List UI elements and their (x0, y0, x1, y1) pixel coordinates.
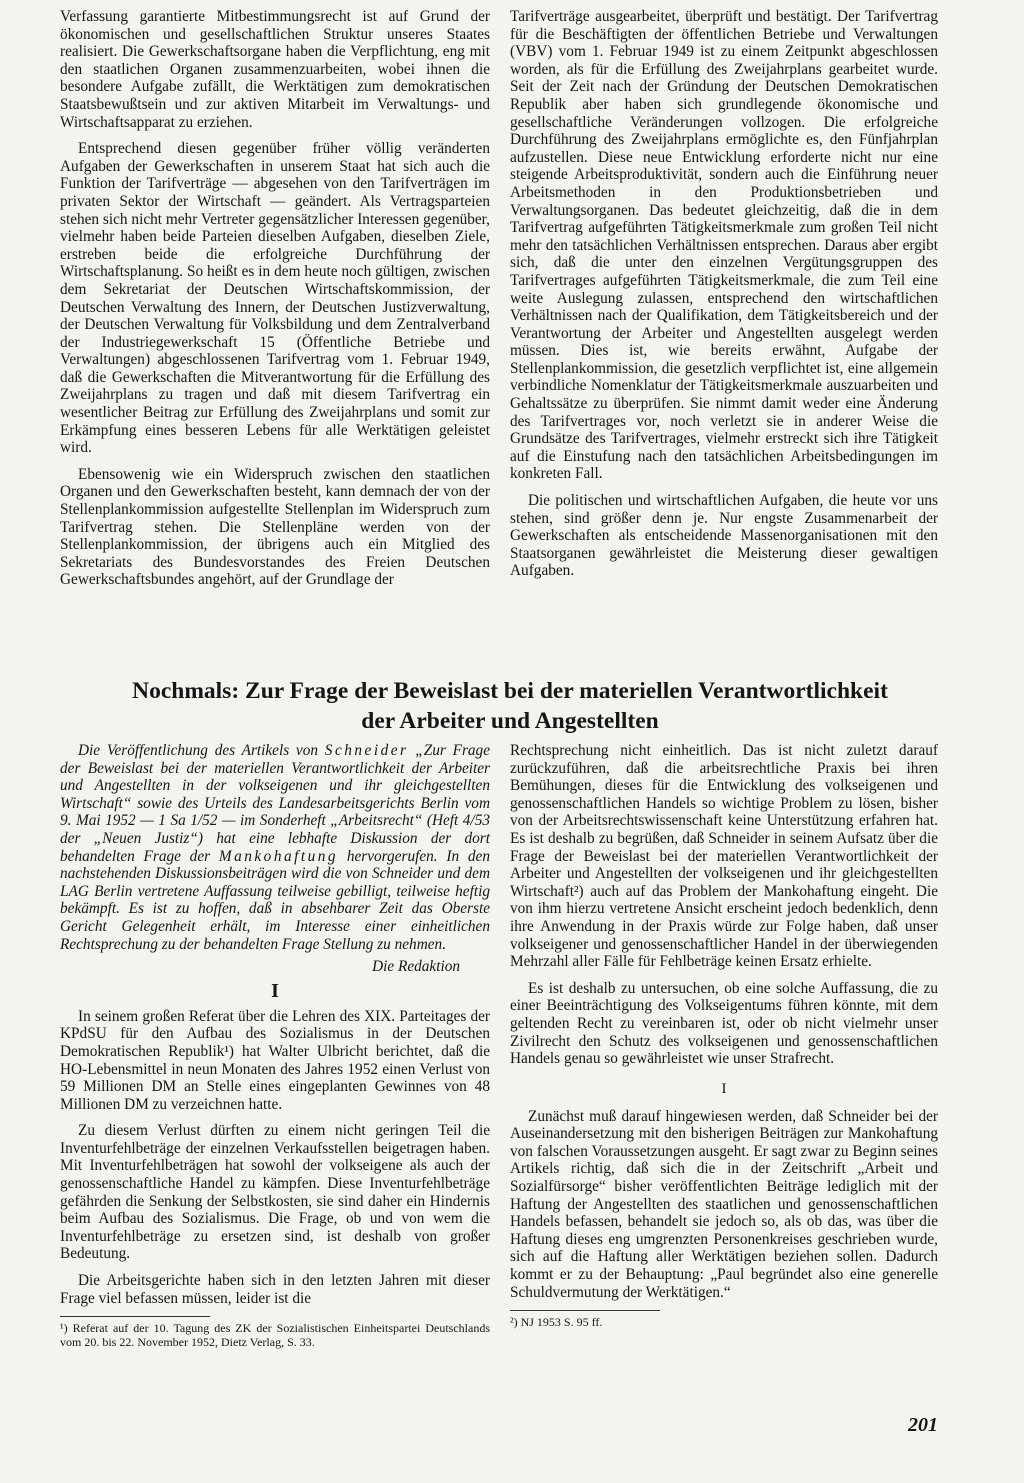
paragraph: Ebensowenig wie ein Widerspruch zwischen den staatlichen Organen und den Gewerkschaften besteht, kann demnach der von der Stellenplankommission aufgestellte Stellenplan im Widerspruch zum Tarifvertrag stehen. Die Stellenpläne werden von der Stellenplankommission, der übrigens auch ein Mitglied des Sekretariats des Bundesvorstandes des Freien Deutschen Gewerkschaftsbundes angehört, auf der Grundlage der (60, 465, 490, 589)
footnote: ²) NJ 1953 S. 95 ff. (510, 1315, 603, 1330)
article-headline (40, 676, 980, 736)
intro-text: hervorgerufen. In den nachstehenden Diskussionsbeiträgen wird die von Schneider und dem LAG Berlin vertretene Auffassung teilweise gebilligt, teilweise heftig bekämpft. Es ist zu hoffen, daß in absehbarer Zeit das Oberste Gericht Gelegenheit erhält, im Interesse einer einheitlichen Rechtsprechung zu der behandelten Frage Stellung zu nehmen. (60, 847, 490, 953)
column-top-left (60, 8, 490, 598)
editorial-intro (60, 742, 490, 976)
column-bottom-right (510, 742, 938, 1333)
paragraph: Verfassung garantierte Mitbestimmungsrecht ist auf Grund der ökonomischen und gesellschaftlichen Struktur unseres Staates realisiert. Die Gewerkschaftsorgane haben die Verpflichtung, eng mit den staatlichen Organen zusammenzuarbeiten, wobei ihnen die besondere Aufgabe zufällt, die Werktätigen zum demokratischen Staatsbewußtsein und zur aktiven Mitarbeit im Verwaltungs- und Wirtschaftsapparat zu erziehen. (60, 8, 490, 131)
paragraph: Die politischen und wirtschaftlichen Aufgaben, die heute vor uns stehen, sind größer denn je. Nur engste Zusammenarbeit der Gewerkschaften als entscheidende Massenorganisationen mit den Staatsorganen gewährleistet die Meisterung dieser gewaltigen Aufgaben. (510, 492, 938, 580)
intro-text: „Zur Frage der Beweislast bei der materiellen Verantwortlichkeit der Arbeiter und Angestellten in der volkseigenen und ihr gleichgestellten Wirtschaft“ sowie des Urteils des Landesarbeitsgerichts Berlin vom 9. Mai 1952 — 1 Sa 1/52 — im Sonderheft „Arbeitsrecht“ (Heft 4/53 der „Neuen Justiz“) hat eine lebhafte Diskussion der dort behandelten Frage der (60, 742, 490, 865)
paragraph: Entsprechend diesen gegenüber früher völlig veränderten Aufgaben der Gewerkschaften in unserem Staat hat sich auch die Funktion der Tarifverträge — abgesehen von den Tarifverträgen im privaten Sektor der Wirtschaft — geändert. Als Vertragsparteien stehen sich nicht mehr Vertreter gegensätzlicher Interessen gegenüber, vielmehr haben beide Parteien dieselben Aufgaben, dieselben Ziele, erstreben beide die erfolgreiche Durchführung der Wirtschaftsplanung. So heißt es in dem heute noch gültigen, zwischen dem Sekretariat der Deutschen Wirtschaftskommission, der Deutschen Verwaltung des Innern, der Deutschen Justizverwaltung, der Deutschen Verwaltung für Volksbildung und dem Zentralverband der Industriegewerkschaft 15 (Öffentliche Betriebe und Verwaltungen) abgeschlossenen Tarifvertrag vom 1. Februar 1949, daß die Gewerkschaften die Mitverantwortung für die Erfüllung des Zweijahrplans zu tragen und daß mit diesem Tarifvertrag ein wesentlicher Beitrag zur Erfüllung des Zweijahrplans und somit zur Erkämpfung eines besseren Lebens für alle Werktätigen geleistet wird. (60, 140, 490, 457)
intro-author: Schneider (324, 742, 409, 759)
page-number: 201 (908, 1414, 938, 1436)
footnote: ¹) Referat auf der 10. Tagung des ZK der Sozialistischen Einheitspartei Deutschlands vom 20. bis 22. November 1952, Dietz Verlag, S. 33. (60, 1321, 490, 1350)
column-bottom-left (60, 742, 490, 1353)
section-heading: I (721, 1080, 727, 1097)
intro-term: Mankohaftung (218, 847, 339, 865)
paragraph: Tarifverträge ausgearbeitet, überprüft und bestätigt. Der Tarifvertrag für die Beschäftigten der öffentlichen Betriebe und Verwaltungen (VBV) vom 1. Februar 1949 ist zu einem Zeitpunkt abgeschlossen worden, als für die Erfüllung des Zweijahrplans gearbeitet wurde. Seit der Zeit nach der Gründung der Deutschen Demokratischen Republik aber haben sich grundlegende ökonomische und gesellschaftliche Veränderungen vollzogen. Die erfolgreiche Durchführung des Zweijahrplans ermöglichte es, den Fünfjahrplan aufzustellen. Diese neue Entwicklung erforderte nicht nur eine steigende Arbeitsproduktivität, sondern auch die Einführung neuer Arbeitsmethoden in den Produktionsbetrieben und Verwaltungsorganen. Das bedeutet gleichzeitig, daß die in dem Tarifvertrag aufgeführten Tätigkeitsmerkmale zum großen Teil nicht mehr den tatsächlichen Verhältnissen entsprechen. Daraus aber ergibt sich, daß die unter den einzelnen Vergütungsgruppen des Tarifvertrages aufgeführten Tätigkeitsmerkmale, die zum Teil eine weite Auslegung zulassen, entsprechend den wirtschaftlichen Verhältnissen nach der Qualifikation, dem Tätigkeitsbereich und der Verantwortung der Arbeiter und Angestellten ausgelegt werden müssen. Dies ist, wie bereits erwähnt, Aufgabe der Stellenplankommission, die gesetzlich verpflichtet ist, eine allgemein verbindliche Nomenklatur der Tätigkeitsmerkmale auszuarbeiten und Gehaltssätze zu überprüfen. Sie nimmt damit weder eine Änderung des Tarifvertrages vor, noch verletzt sie in anderer Weise die Grundsätze des Tarifvertrages, vielmehr erstreckt sich ihre Tätigkeit auf die Einstufung nach den tatsächlichen Arbeitsbedingungen im konkreten Fall. (510, 8, 938, 483)
paragraph: In seinem großen Referat über die Lehren des XIX. Parteitages der KPdSU für den Aufbau des Sozialismus in der Deutschen Demokratischen Republik¹) hat Walter Ulbricht berichtet, daß die HO-Lebensmittel in neun Monaten des Jahres 1952 einen Verlust von 59 Millionen DM an Stelle eines eingeplanten Gewinnes von 48 Millionen DM zu verzeichnen hatte. (60, 1007, 490, 1113)
paragraph: Rechtsprechung nicht einheitlich. Das ist nicht zuletzt darauf zurückzuführen, daß die arbeitsrechtliche Praxis bei ihren Bemühungen, dieses für die Entwicklung des volkseigenen und genossenschaftlichen Handels so wichtige Problem zu lösen, bisher von der Arbeitsrechtswissenschaft keine Unterstützung erfahren hat. Es ist deshalb zu begrüßen, daß Schneider in seinem Aufsatz über die Frage der Beweislast bei der materiellen Verantwortlichkeit der Arbeiter und Angestellten der volkseigenen und ihr gleichgestellten Wirtschaft²) auch auf das Problem der Mankohaftung eingeht. Die von ihm hierzu vertretene Ansicht erscheint jedoch bedenklich, denn ihre Anwendung in der Praxis würde zur Folge haben, daß unser volkseigener und genossenschaftlicher Handel in der überwiegenden Mehrzahl aller Fälle für Fehlbeträge keinen Ersatz erhielte. (510, 742, 938, 971)
footnote-rule (510, 1310, 660, 1311)
paragraph: Es ist deshalb zu untersuchen, ob eine solche Auffassung, die zu einer Beeinträchtigung des Volkseigentums führen könnte, mit dem geltenden Recht zu vereinbaren ist, oder ob nicht vielmehr unser Zivilrecht den Schutz des volkseigenen und genossenschaftlichen Handels genau so gewährleistet wie unser Strafrecht. (510, 979, 938, 1068)
column-top-right (510, 8, 938, 589)
section-heading: I (271, 979, 279, 1002)
paragraph: Zunächst muß darauf hingewiesen werden, daß Schneider bei der Auseinandersetzung mit den bisherigen Beiträgen zur Mankohaftung von falschen Voraussetzungen ausgeht. Er sagt zwar zu Beginn seines Artikels richtig, daß sich die in der Zeitschrift „Arbeit und Sozialfürsorge“ bisher veröffentlichten Beiträge lediglich mit der Haftung der Angestellten des staatlichen und genossenschaftlichen Handels befassen, behandelt sie jedoch so, als ob das, was über die Haftung dieses eng umgrenzten Personenkreises geschrieben wurde, sich auf die Haftung aller Werktätigen beziehen sollen. Dadurch kommt er zu der Behauptung: „Paul begründet also eine generelle Schuldvermutung der Werktätigen.“ (510, 1107, 938, 1301)
paragraph: Zu diesem Verlust dürften zu einem nicht geringen Teil die Inventurfehlbeträge der einzelnen Verkaufsstellen beigetragen haben. Mit Inventurfehlbeträgen hat sowohl der volkseigene als auch der genossenschaftliche Handel zu kämpfen. Diese Inventurfehlbeträge gefährden die Senkung der Selbstkosten, sie sind daher ein Hindernis beim Aufbau des Sozialismus. Die Frage, ob und von wem die Inventurfehlbeträge zu ersetzen sind, ist deshalb von großer Bedeutung. (60, 1122, 490, 1263)
footnote-rule (60, 1316, 210, 1317)
intro-text: Die Veröffentlichung des Artikels von (78, 742, 325, 759)
editorial-signature: Die Redaktion (372, 958, 460, 976)
headline-line-2: der Arbeiter und Angestellten (361, 708, 659, 734)
headline-line-1: Nochmals: Zur Frage der Beweislast bei der materiellen Verantwortlichkeit (132, 678, 888, 704)
paragraph: Die Arbeitsgerichte haben sich in den letzten Jahren mit dieser Frage viel befassen müssen, leider ist die (60, 1272, 490, 1307)
